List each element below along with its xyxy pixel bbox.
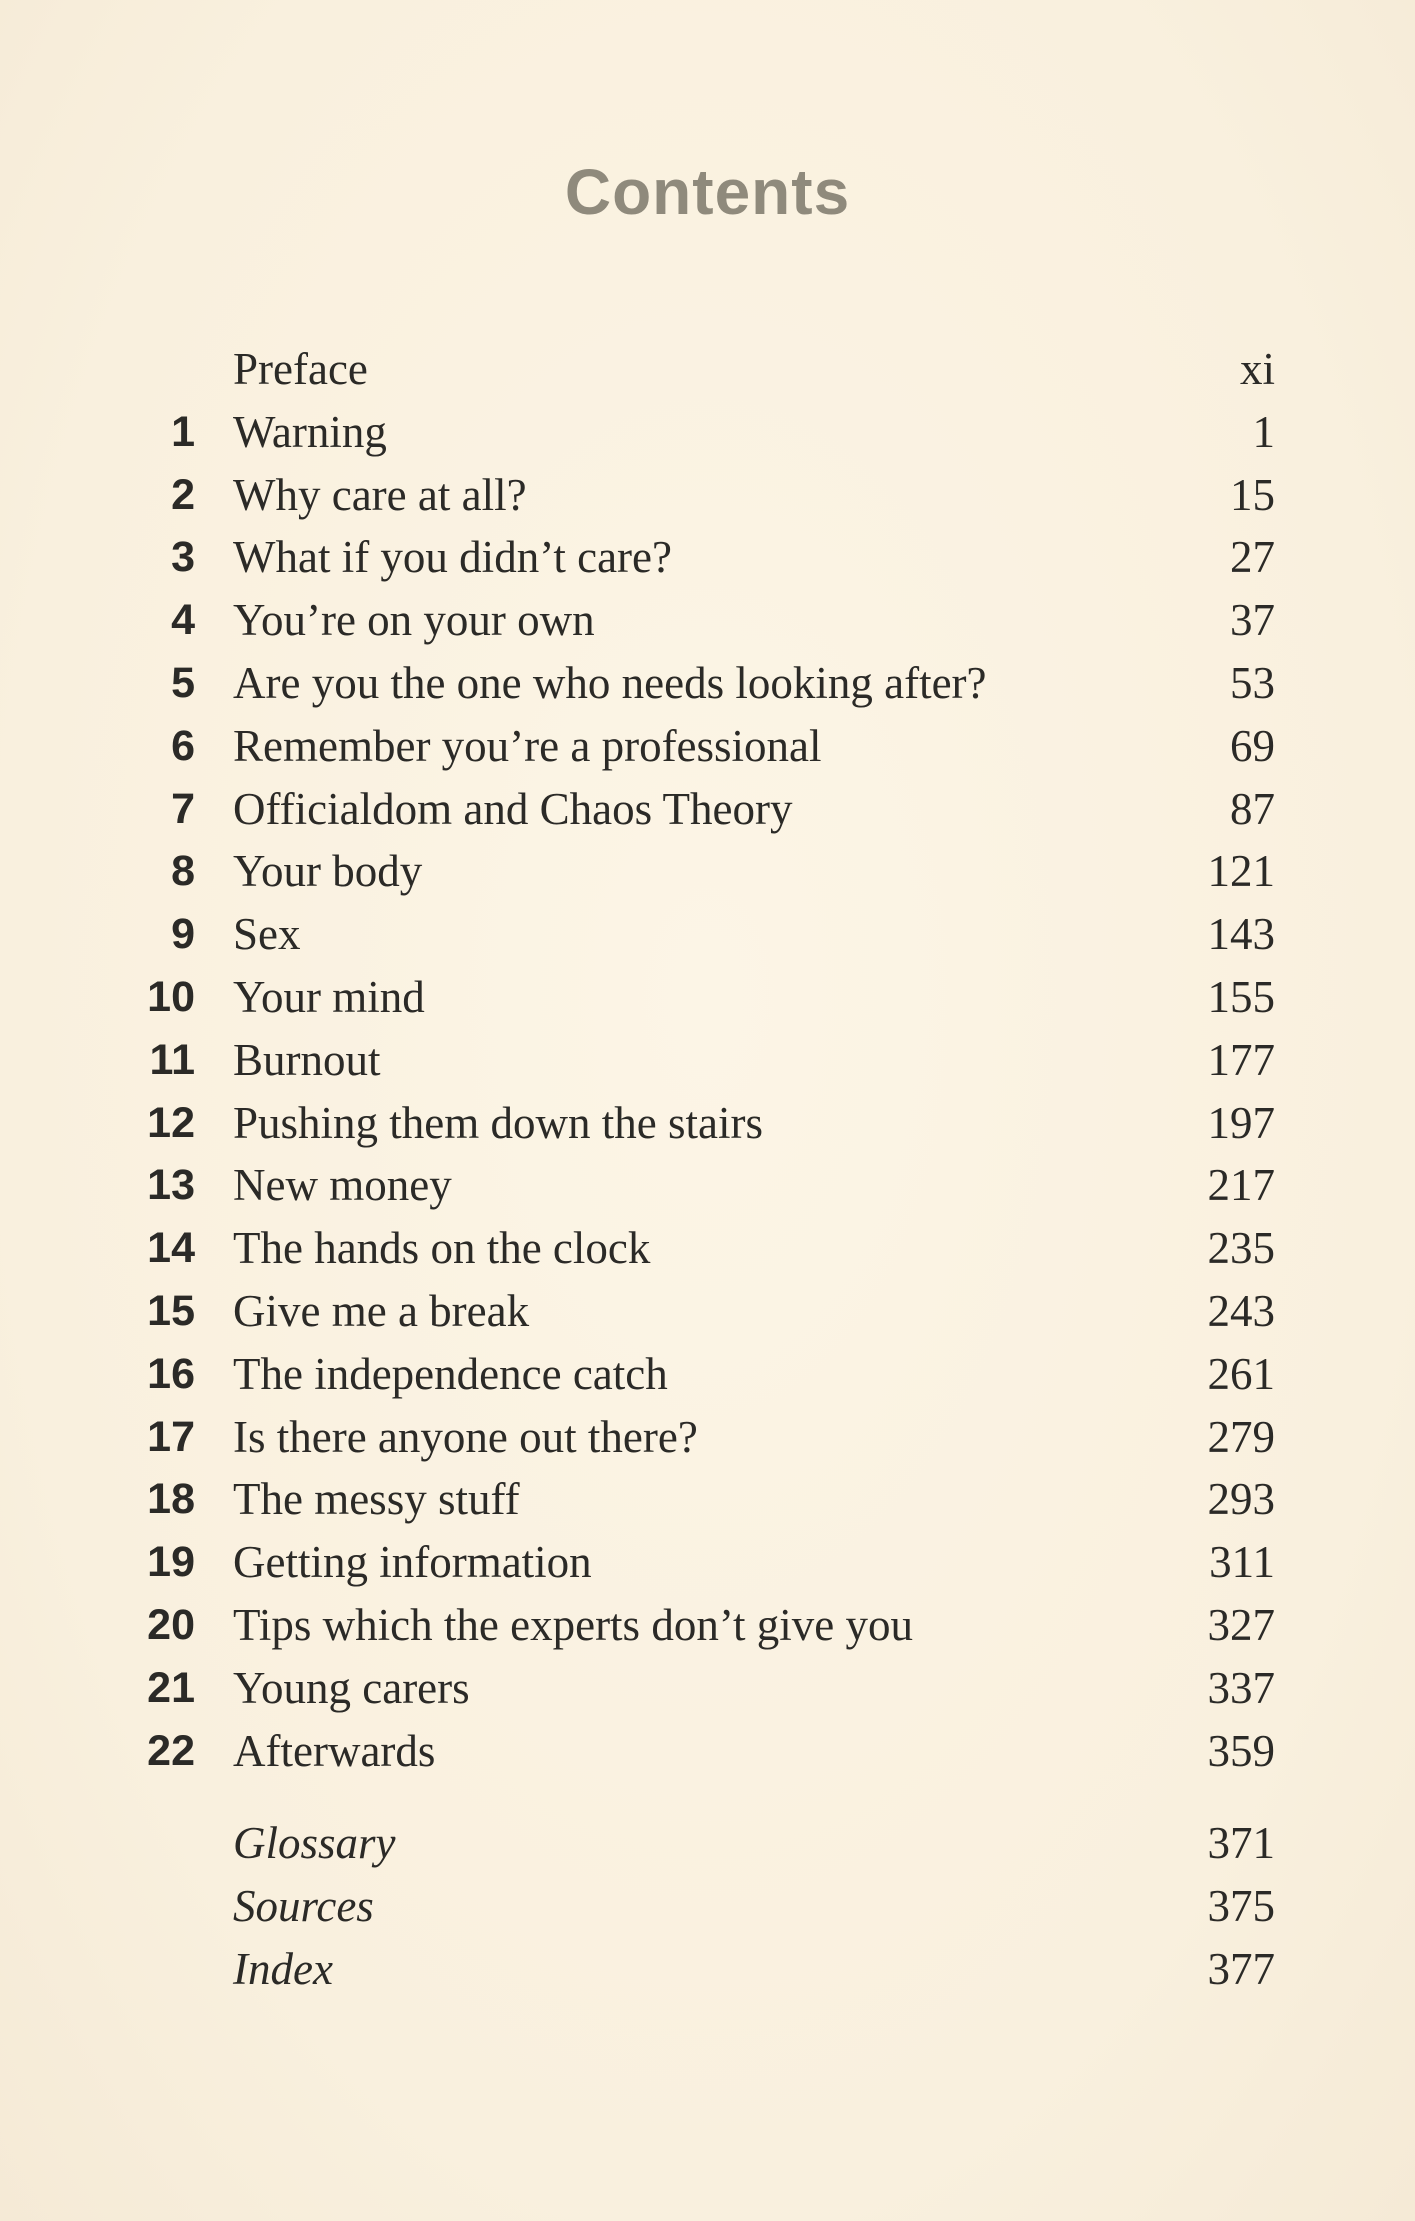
chapter-title: Give me a break	[233, 1285, 530, 1336]
chapter-number: 19	[147, 1538, 195, 1587]
toc-row	[0, 1594, 1415, 1657]
toc-row	[0, 401, 1415, 464]
chapter-number: 1	[171, 407, 195, 456]
chapter-title: Preface	[233, 344, 368, 394]
chapter-title: Getting information	[233, 1537, 592, 1588]
chapter-number: 9	[171, 910, 195, 959]
chapter-title: Warning	[233, 406, 387, 457]
chapter-number: 2	[171, 470, 195, 519]
toc-row	[0, 778, 1415, 841]
chapter-title: Afterwards	[233, 1725, 436, 1776]
toc-row	[0, 589, 1415, 652]
chapter-number: 16	[147, 1349, 195, 1398]
page-number: 53	[1230, 657, 1275, 708]
page-number: 217	[1207, 1160, 1275, 1211]
chapter-number: 14	[147, 1224, 195, 1273]
chapter-number: 6	[171, 721, 195, 770]
chapter-number: 10	[147, 972, 195, 1021]
toc-row	[0, 464, 1415, 527]
chapter-number: 18	[147, 1475, 195, 1524]
page-number: 375	[1207, 1880, 1275, 1931]
page-number: 371	[1207, 1818, 1275, 1868]
toc-list	[0, 338, 1415, 1782]
chapter-title: Burnout	[233, 1034, 381, 1085]
toc-row	[0, 1531, 1415, 1594]
toc-row	[0, 1029, 1415, 1092]
toc-row	[0, 1657, 1415, 1720]
chapter-title: The messy stuff	[233, 1474, 520, 1525]
page-number: xi	[1239, 344, 1275, 394]
chapter-number: 15	[147, 1286, 195, 1335]
chapter-title: Is there anyone out there?	[233, 1411, 698, 1462]
page-number: 327	[1207, 1599, 1275, 1650]
toc-row	[0, 652, 1415, 715]
toc-row-sources	[0, 1875, 1415, 1938]
toc-row	[0, 1343, 1415, 1406]
chapter-title: Your body	[233, 846, 423, 897]
toc-row	[0, 1217, 1415, 1280]
page-number: 377	[1207, 1943, 1275, 1994]
chapter-number: 4	[171, 596, 195, 645]
toc-row	[0, 966, 1415, 1029]
toc-row	[0, 840, 1415, 903]
chapter-title: What if you didn’t care?	[233, 532, 672, 583]
chapter-title: Young carers	[233, 1662, 470, 1713]
chapter-title: The independence catch	[233, 1348, 668, 1399]
chapter-number: 21	[147, 1663, 195, 1712]
chapter-title: Sex	[233, 909, 301, 960]
page-number: 1	[1252, 406, 1275, 457]
page-number: 69	[1230, 720, 1275, 771]
page-number: 311	[1209, 1537, 1275, 1588]
page-title: Contents	[564, 156, 851, 228]
toc-row-index	[0, 1938, 1415, 2001]
chapter-number: 11	[149, 1035, 195, 1084]
chapter-number: 7	[171, 784, 195, 833]
chapter-title: Why care at all?	[233, 469, 527, 520]
page-number: 27	[1230, 532, 1275, 583]
toc-row	[0, 1720, 1415, 1783]
toc-row	[0, 1280, 1415, 1343]
chapter-title: Pushing them down the stairs	[233, 1097, 763, 1148]
chapter-number: 8	[171, 847, 195, 896]
back-matter-list	[0, 1812, 1415, 2000]
page-number: 155	[1207, 971, 1275, 1022]
page-number: 143	[1207, 909, 1275, 960]
toc-row	[0, 715, 1415, 778]
toc-row	[0, 1154, 1415, 1217]
toc-row	[0, 903, 1415, 966]
chapter-number: 5	[171, 658, 195, 707]
chapter-number: 13	[147, 1161, 195, 1210]
page-number: 279	[1207, 1411, 1275, 1462]
page-number: 15	[1230, 469, 1275, 520]
page-number: 177	[1207, 1034, 1275, 1085]
page-number: 337	[1207, 1662, 1275, 1713]
back-matter-title: Glossary	[233, 1818, 396, 1868]
chapter-title: The hands on the clock	[233, 1223, 651, 1274]
page-number: 359	[1207, 1725, 1275, 1776]
page-number: 293	[1207, 1474, 1275, 1525]
chapter-number: 3	[171, 533, 195, 582]
chapter-title: New money	[233, 1160, 452, 1211]
back-matter-title: Sources	[233, 1880, 374, 1931]
back-matter-title: Index	[233, 1943, 333, 1994]
toc-row-glossary	[0, 1812, 1415, 1875]
page-number: 87	[1230, 783, 1275, 834]
page-number: 243	[1207, 1285, 1275, 1336]
page-number: 121	[1207, 846, 1275, 897]
toc-row	[0, 526, 1415, 589]
page-number: 235	[1207, 1223, 1275, 1274]
chapter-title: Are you the one who needs looking after?	[233, 657, 987, 708]
chapter-title: Officialdom and Chaos Theory	[233, 783, 793, 834]
toc-row	[0, 1406, 1415, 1469]
chapter-title: Tips which the experts don’t give you	[233, 1599, 913, 1650]
chapter-title: You’re on your own	[233, 595, 595, 646]
toc-row	[0, 1468, 1415, 1531]
chapter-number: 17	[147, 1412, 195, 1461]
chapter-number: 20	[147, 1600, 195, 1649]
chapter-title: Your mind	[233, 971, 425, 1022]
chapter-title: Remember you’re a professional	[233, 720, 822, 771]
page-number: 197	[1207, 1097, 1275, 1148]
toc-row-preface	[0, 338, 1415, 401]
chapter-number: 12	[147, 1098, 195, 1147]
page-number: 37	[1230, 595, 1275, 646]
page-number: 261	[1207, 1348, 1275, 1399]
toc-row	[0, 1092, 1415, 1155]
chapter-number: 22	[147, 1726, 195, 1775]
